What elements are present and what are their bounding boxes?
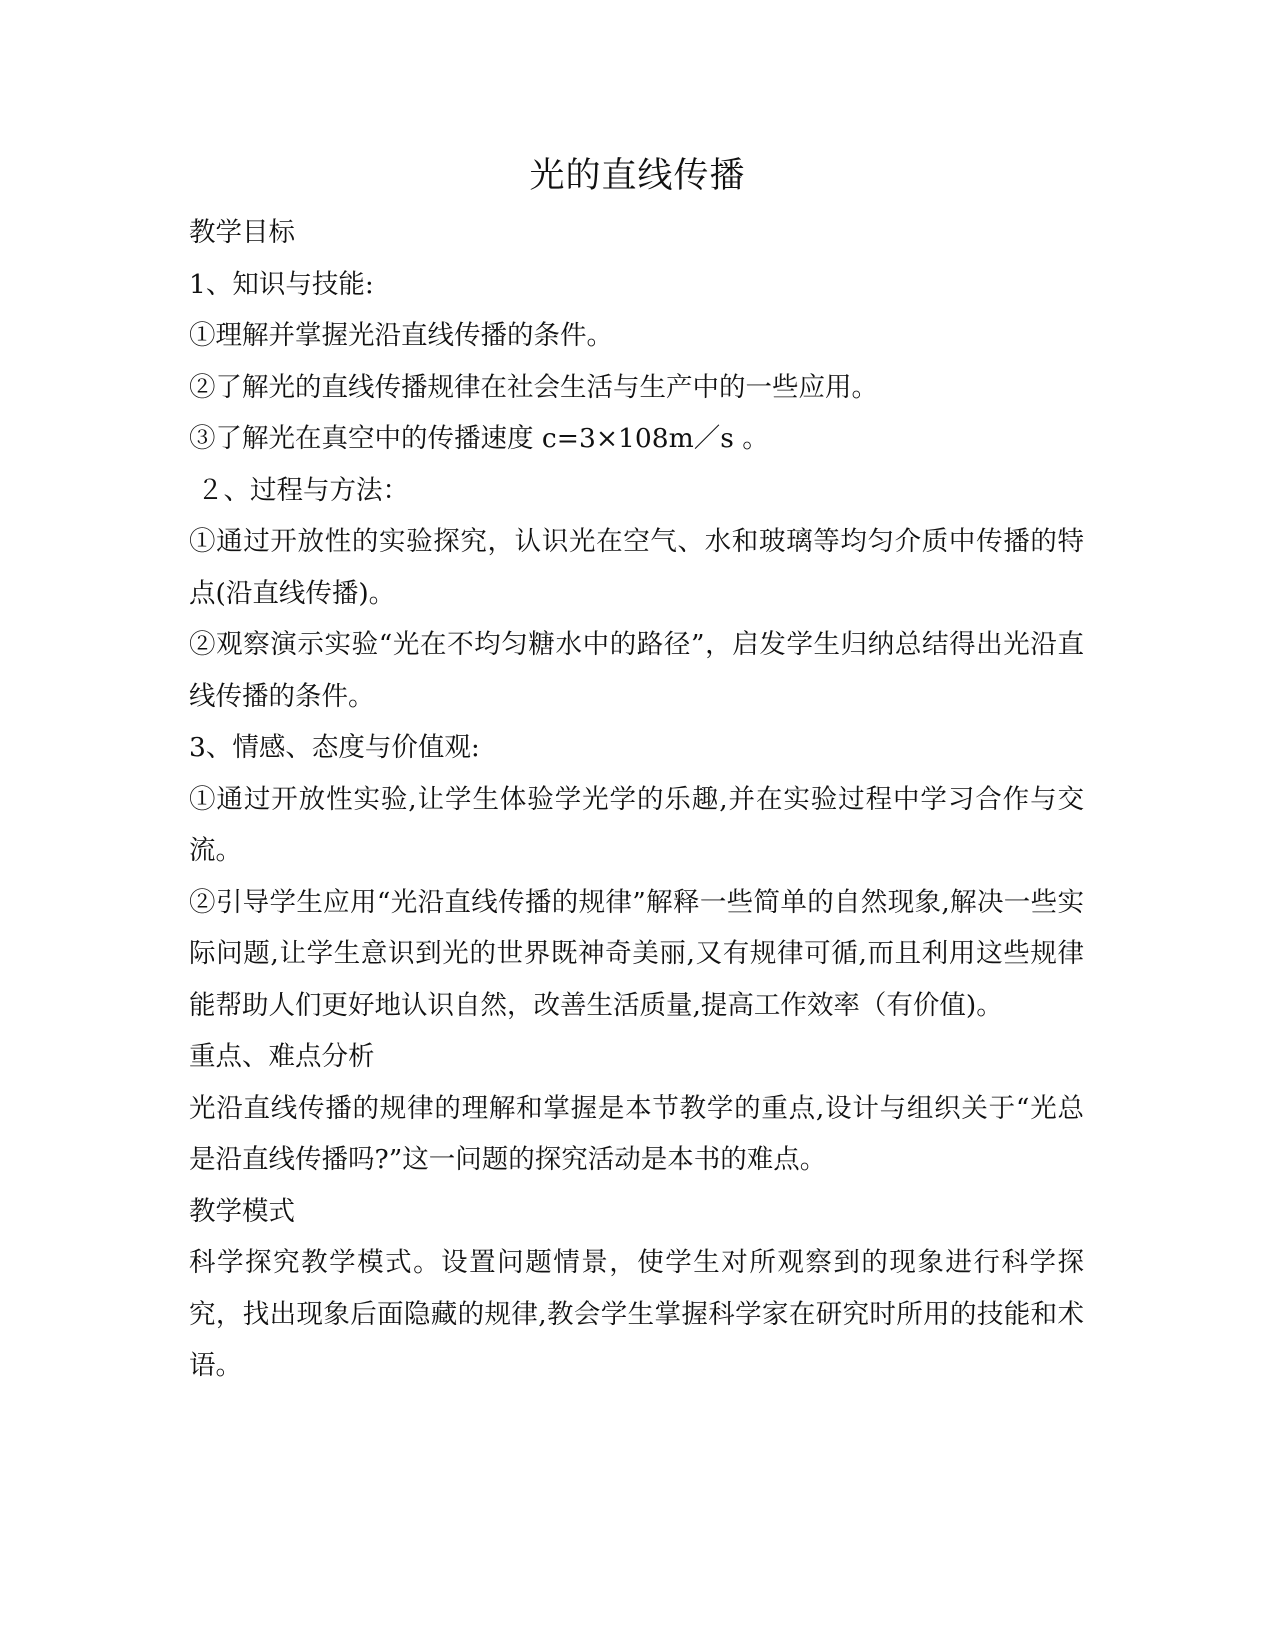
process-item-2: ②观察演示实验“光在不均匀糖水中的路径”，启发学生归纳总结得出光沿直线传播的条件。 — [189, 629, 1084, 712]
heading-teaching-mode: 教学模式 — [189, 1195, 295, 1227]
emotion-item-2: ②引导学生应用“光沿直线传播的规律”解释一些简单的自然现象,解决一些实际问题,让学生意识到光的世界既神奇美丽,又有规律可循,而且利用这些规律能帮助人们更好地认识自然，改善生活质量,提高工作效率（有价值)。 — [189, 886, 1084, 1021]
document-body — [189, 207, 1084, 1392]
process-item-1: ①通过开放性的实验探究，认识光在空气、水和玻璃等均匀介质中传播的特点(沿直线传播)。 — [189, 526, 1084, 609]
knowledge-item-3: ③了解光在真空中的传播速度 c=3×108m／s 。 — [189, 423, 769, 454]
heading-knowledge-skills: 1、知识与技能: — [189, 268, 374, 300]
document-title: 光的直线传播 — [529, 156, 746, 196]
mode-text: 科学探究教学模式。设置问题情景，使学生对所观察到的现象进行科学探究，找出现象后面隐藏的规律,教会学生掌握科学家在研究时所用的技能和术语。 — [189, 1247, 1084, 1381]
focus-text: 光沿直线传播的规律的理解和掌握是本节教学的重点,设计与组织关于“光总是沿直线传播吗?”这一问题的探究活动是本书的难点。 — [189, 1092, 1084, 1175]
heading-focus-difficulty: 重点、难点分析 — [189, 1041, 375, 1072]
heading-emotion-values: 3、情感、态度与价值观: — [189, 732, 480, 763]
heading-objectives: 教学目标 — [189, 217, 295, 248]
knowledge-item-1: ①理解并掌握光沿直线传播的条件。 — [189, 320, 613, 351]
heading-process-methods: ２、过程与方法： — [197, 474, 409, 506]
knowledge-item-2: ②了解光的直线传播规律在社会生活与生产中的一些应用。 — [189, 371, 878, 403]
emotion-item-1: ①通过开放性实验,让学生体验学光学的乐趣,并在实验过程中学习合作与交流。 — [189, 783, 1084, 866]
